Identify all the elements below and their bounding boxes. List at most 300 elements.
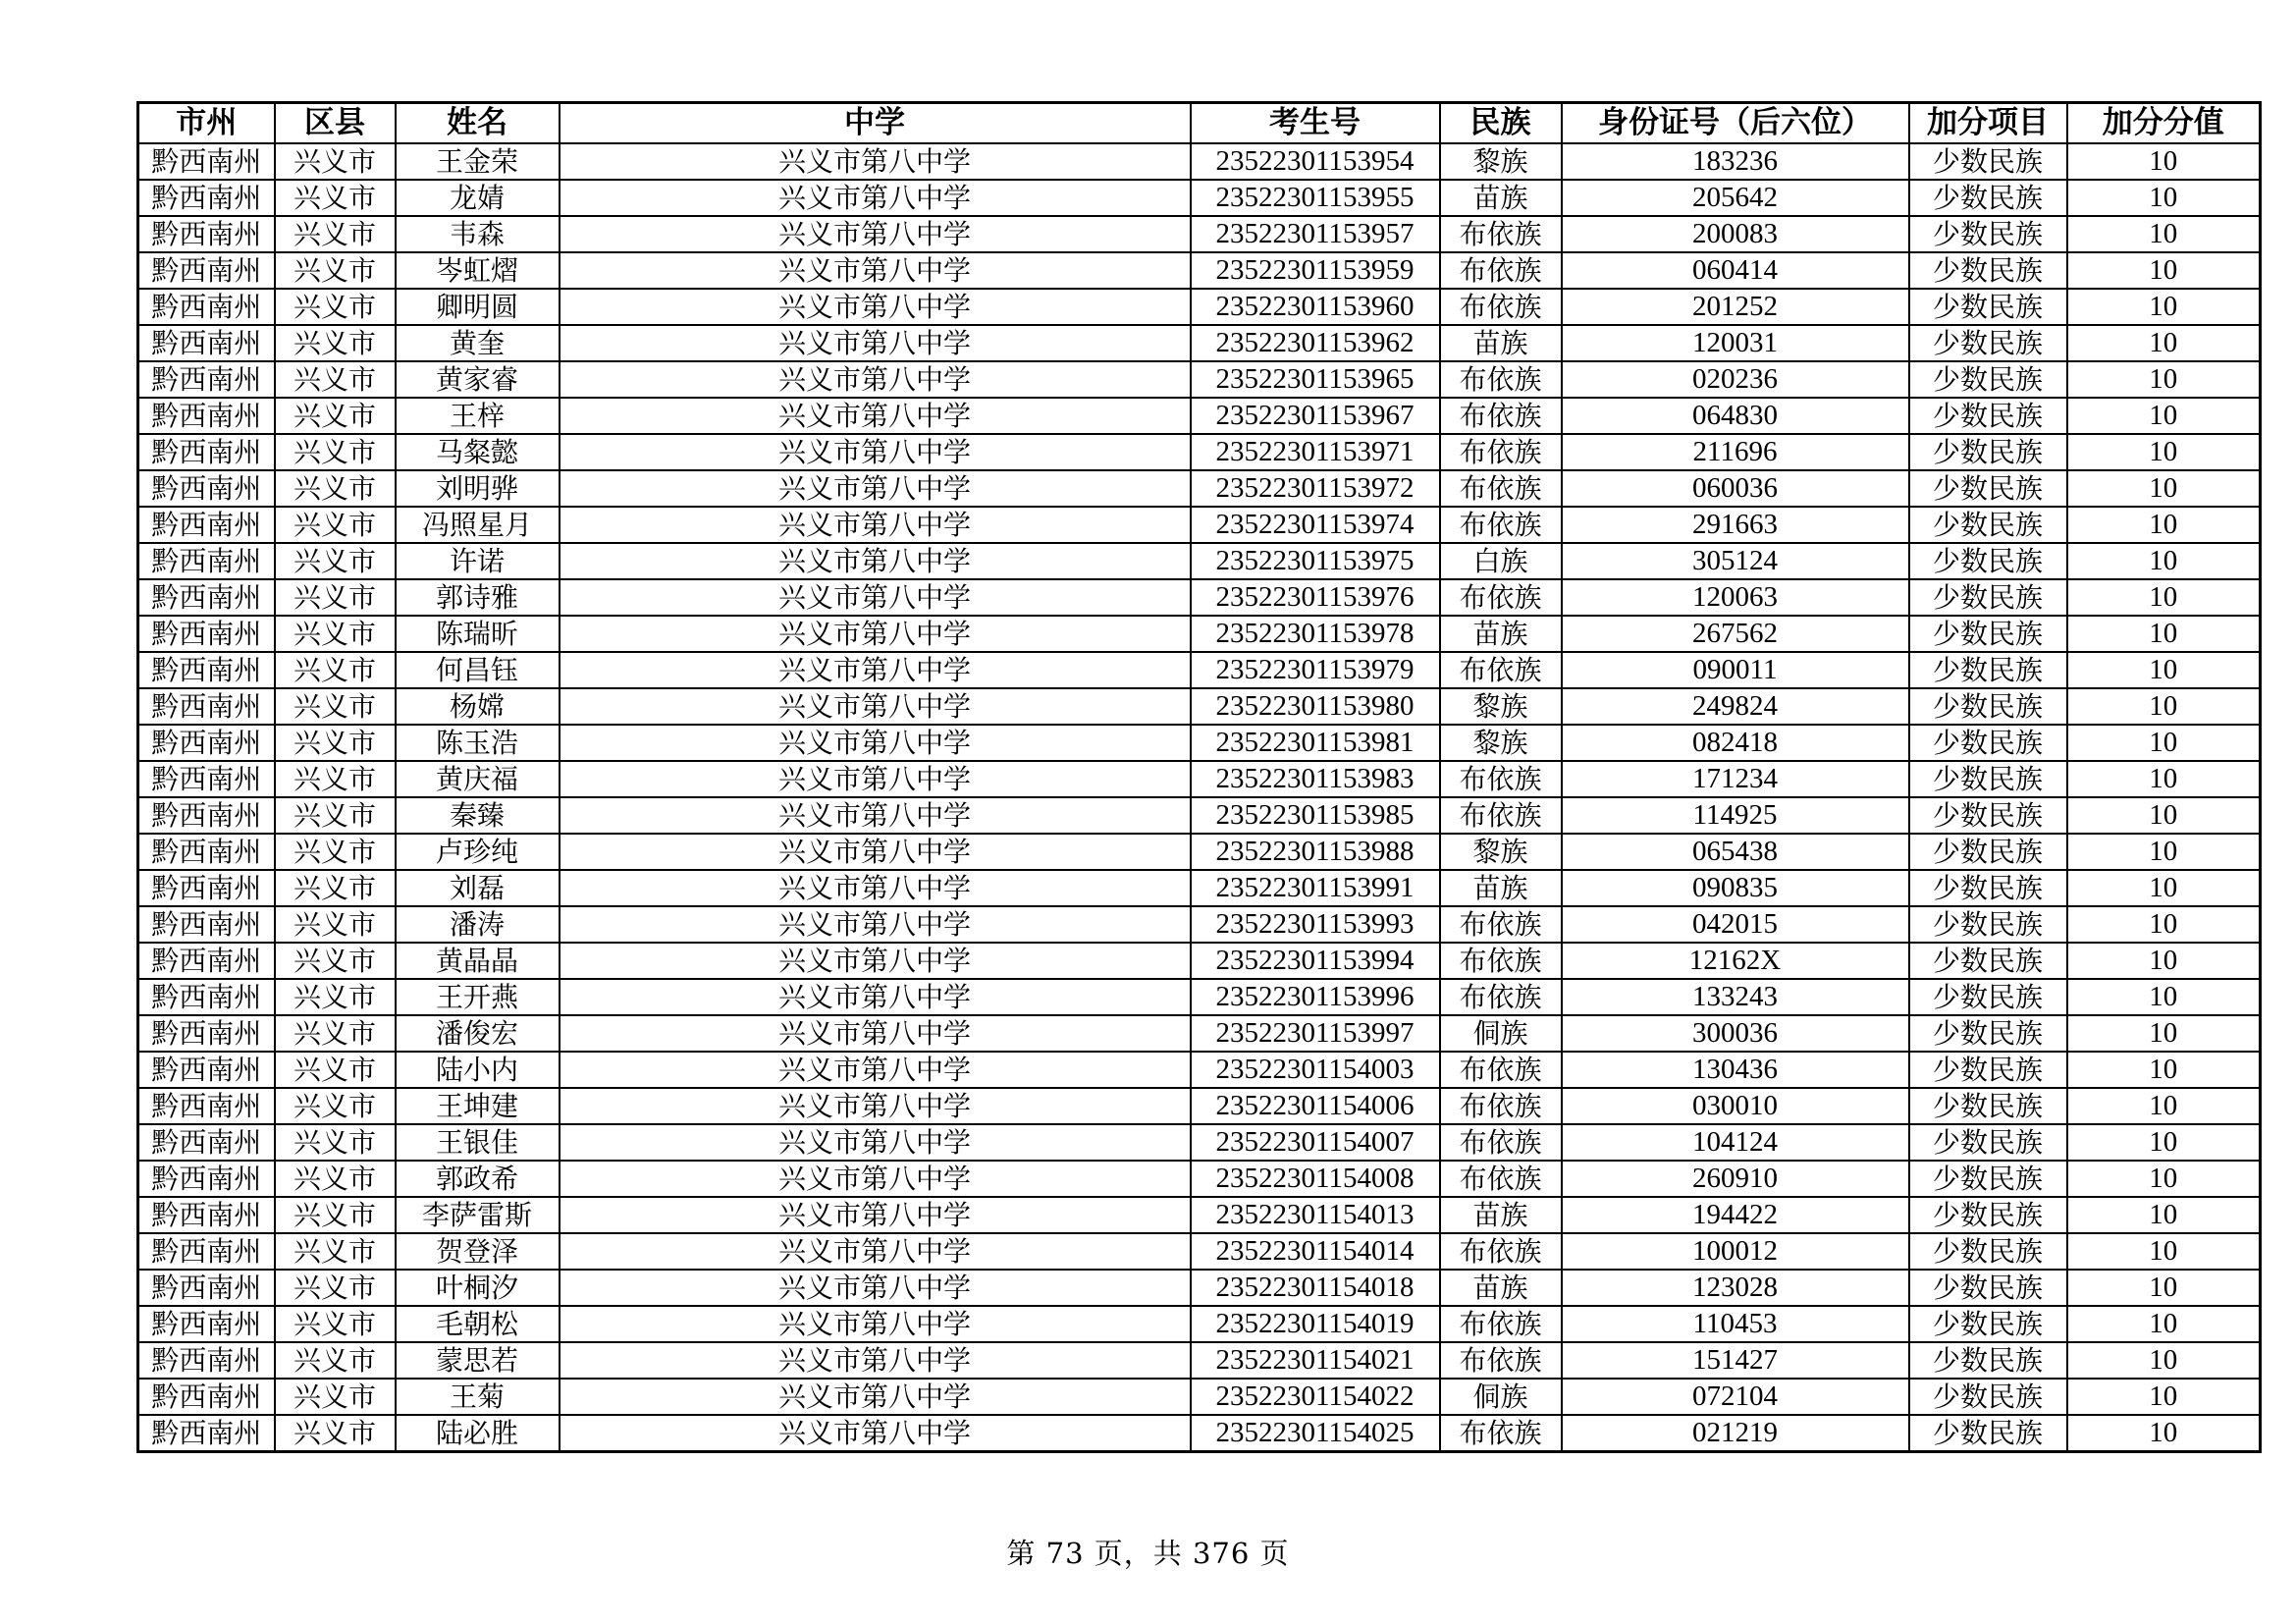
cell-bonus-item: 少数民族 (1909, 1342, 2067, 1379)
cell-county: 兴义市 (275, 616, 396, 652)
cell-name: 毛朝松 (396, 1306, 560, 1342)
cell-ethnicity: 布依族 (1440, 1124, 1562, 1161)
cell-ethnicity: 苗族 (1440, 870, 1562, 906)
cell-bonus-item: 少数民族 (1909, 216, 2067, 252)
cell-bonus-item: 少数民族 (1909, 688, 2067, 725)
table-row (138, 507, 2261, 543)
cell-bonus-points: 10 (2067, 1052, 2261, 1088)
cell-exam-number: 23522301153997 (1191, 1015, 1440, 1052)
cell-bonus-points: 10 (2067, 834, 2261, 870)
cell-name: 陆必胜 (396, 1415, 560, 1452)
cell-ethnicity: 黎族 (1440, 834, 1562, 870)
cell-bonus-points: 10 (2067, 579, 2261, 616)
cell-exam-number: 23522301154007 (1191, 1124, 1440, 1161)
cell-school: 兴义市第八中学 (560, 1342, 1191, 1379)
cell-id-last-six: 171234 (1562, 761, 1909, 797)
table-row (138, 688, 2261, 725)
cell-exam-number: 23522301153962 (1191, 325, 1440, 361)
cell-exam-number: 23522301153988 (1191, 834, 1440, 870)
cell-bonus-item: 少数民族 (1909, 470, 2067, 507)
cell-exam-number: 23522301153979 (1191, 652, 1440, 688)
table-row (138, 434, 2261, 470)
cell-ethnicity: 布依族 (1440, 434, 1562, 470)
cell-exam-number: 23522301153976 (1191, 579, 1440, 616)
cell-exam-number: 23522301153967 (1191, 398, 1440, 434)
cell-county: 兴义市 (275, 797, 396, 834)
cell-ethnicity: 布依族 (1440, 252, 1562, 289)
cell-name: 王坤建 (396, 1088, 560, 1124)
cell-id-last-six: 249824 (1562, 688, 1909, 725)
table-row (138, 361, 2261, 398)
cell-bonus-item: 少数民族 (1909, 870, 2067, 906)
table-row (138, 616, 2261, 652)
cell-city: 黔西南州 (138, 906, 275, 943)
cell-id-last-six: 104124 (1562, 1124, 1909, 1161)
cell-id-last-six: 305124 (1562, 543, 1909, 579)
table-row (138, 1306, 2261, 1342)
cell-city: 黔西南州 (138, 252, 275, 289)
cell-id-last-six: 211696 (1562, 434, 1909, 470)
cell-city: 黔西南州 (138, 1270, 275, 1306)
cell-bonus-points: 10 (2067, 1306, 2261, 1342)
cell-id-last-six: 120031 (1562, 325, 1909, 361)
table-row (138, 979, 2261, 1015)
cell-county: 兴义市 (275, 870, 396, 906)
cell-city: 黔西南州 (138, 652, 275, 688)
cell-bonus-item: 少数民族 (1909, 289, 2067, 325)
cell-id-last-six: 201252 (1562, 289, 1909, 325)
cell-school: 兴义市第八中学 (560, 1197, 1191, 1233)
header-ethnicity: 民族 (1440, 103, 1562, 144)
cell-id-last-six: 183236 (1562, 143, 1909, 180)
cell-school: 兴义市第八中学 (560, 1015, 1191, 1052)
cell-bonus-points: 10 (2067, 470, 2261, 507)
table-row (138, 725, 2261, 761)
cell-bonus-item: 少数民族 (1909, 1270, 2067, 1306)
cell-bonus-points: 10 (2067, 543, 2261, 579)
cell-school: 兴义市第八中学 (560, 470, 1191, 507)
cell-city: 黔西南州 (138, 216, 275, 252)
cell-school: 兴义市第八中学 (560, 943, 1191, 979)
cell-exam-number: 23522301154019 (1191, 1306, 1440, 1342)
cell-ethnicity: 苗族 (1440, 1197, 1562, 1233)
cell-exam-number: 23522301153994 (1191, 943, 1440, 979)
cell-bonus-item: 少数民族 (1909, 1124, 2067, 1161)
cell-ethnicity: 布依族 (1440, 1342, 1562, 1379)
table-row (138, 1088, 2261, 1124)
cell-school: 兴义市第八中学 (560, 180, 1191, 216)
cell-city: 黔西南州 (138, 688, 275, 725)
header-exam-number: 考生号 (1191, 103, 1440, 144)
table-row (138, 652, 2261, 688)
cell-exam-number: 23522301154003 (1191, 1052, 1440, 1088)
cell-ethnicity: 布依族 (1440, 797, 1562, 834)
cell-bonus-item: 少数民族 (1909, 1415, 2067, 1452)
cell-school: 兴义市第八中学 (560, 361, 1191, 398)
cell-exam-number: 23522301153993 (1191, 906, 1440, 943)
cell-school: 兴义市第八中学 (560, 1415, 1191, 1452)
cell-county: 兴义市 (275, 361, 396, 398)
cell-name: 卢珍纯 (396, 834, 560, 870)
cell-bonus-points: 10 (2067, 797, 2261, 834)
cell-ethnicity: 苗族 (1440, 616, 1562, 652)
cell-id-last-six: 123028 (1562, 1270, 1909, 1306)
cell-bonus-points: 10 (2067, 1415, 2261, 1452)
cell-exam-number: 23522301154025 (1191, 1415, 1440, 1452)
header-bonus-points: 加分分值 (2067, 103, 2261, 144)
cell-city: 黔西南州 (138, 325, 275, 361)
cell-bonus-points: 10 (2067, 434, 2261, 470)
cell-school: 兴义市第八中学 (560, 906, 1191, 943)
cell-county: 兴义市 (275, 1052, 396, 1088)
cell-bonus-points: 10 (2067, 943, 2261, 979)
cell-ethnicity: 布依族 (1440, 943, 1562, 979)
cell-name: 王开燕 (396, 979, 560, 1015)
cell-bonus-points: 10 (2067, 1233, 2261, 1270)
cell-bonus-item: 少数民族 (1909, 1379, 2067, 1415)
cell-city: 黔西南州 (138, 1197, 275, 1233)
cell-ethnicity: 布依族 (1440, 216, 1562, 252)
cell-school: 兴义市第八中学 (560, 761, 1191, 797)
cell-ethnicity: 黎族 (1440, 688, 1562, 725)
cell-city: 黔西南州 (138, 1052, 275, 1088)
table-row (138, 216, 2261, 252)
cell-ethnicity: 布依族 (1440, 579, 1562, 616)
cell-name: 潘涛 (396, 906, 560, 943)
cell-bonus-points: 10 (2067, 361, 2261, 398)
cell-name: 何昌钰 (396, 652, 560, 688)
cell-bonus-item: 少数民族 (1909, 725, 2067, 761)
cell-school: 兴义市第八中学 (560, 797, 1191, 834)
cell-city: 黔西南州 (138, 289, 275, 325)
cell-ethnicity: 布依族 (1440, 470, 1562, 507)
cell-school: 兴义市第八中学 (560, 252, 1191, 289)
cell-city: 黔西南州 (138, 1088, 275, 1124)
cell-bonus-item: 少数民族 (1909, 398, 2067, 434)
cell-exam-number: 23522301153978 (1191, 616, 1440, 652)
cell-bonus-points: 10 (2067, 1124, 2261, 1161)
cell-county: 兴义市 (275, 688, 396, 725)
cell-ethnicity: 布依族 (1440, 1088, 1562, 1124)
cell-name: 韦森 (396, 216, 560, 252)
cell-ethnicity: 布依族 (1440, 361, 1562, 398)
cell-exam-number: 23522301153971 (1191, 434, 1440, 470)
cell-city: 黔西南州 (138, 543, 275, 579)
cell-name: 刘磊 (396, 870, 560, 906)
cell-ethnicity: 黎族 (1440, 143, 1562, 180)
cell-bonus-points: 10 (2067, 1015, 2261, 1052)
table-row (138, 1015, 2261, 1052)
cell-id-last-six: 064830 (1562, 398, 1909, 434)
cell-county: 兴义市 (275, 979, 396, 1015)
cell-name: 龙婧 (396, 180, 560, 216)
cell-bonus-points: 10 (2067, 1088, 2261, 1124)
table-row (138, 1052, 2261, 1088)
header-id-last-six: 身份证号（后六位） (1562, 103, 1909, 144)
cell-name: 陆小内 (396, 1052, 560, 1088)
cell-county: 兴义市 (275, 1015, 396, 1052)
cell-id-last-six: 082418 (1562, 725, 1909, 761)
cell-bonus-item: 少数民族 (1909, 943, 2067, 979)
table-row (138, 398, 2261, 434)
cell-school: 兴义市第八中学 (560, 616, 1191, 652)
cell-school: 兴义市第八中学 (560, 1088, 1191, 1124)
cell-county: 兴义市 (275, 1233, 396, 1270)
cell-id-last-six: 120063 (1562, 579, 1909, 616)
cell-id-last-six: 267562 (1562, 616, 1909, 652)
cell-exam-number: 23522301153981 (1191, 725, 1440, 761)
cell-city: 黔西南州 (138, 1306, 275, 1342)
cell-county: 兴义市 (275, 252, 396, 289)
cell-bonus-points: 10 (2067, 979, 2261, 1015)
cell-id-last-six: 020236 (1562, 361, 1909, 398)
cell-id-last-six: 114925 (1562, 797, 1909, 834)
cell-exam-number: 23522301153985 (1191, 797, 1440, 834)
cell-exam-number: 23522301154022 (1191, 1379, 1440, 1415)
cell-id-last-six: 030010 (1562, 1088, 1909, 1124)
header-city: 市州 (138, 103, 275, 144)
cell-ethnicity: 侗族 (1440, 1015, 1562, 1052)
cell-ethnicity: 布依族 (1440, 979, 1562, 1015)
cell-name: 李萨雷斯 (396, 1197, 560, 1233)
cell-city: 黔西南州 (138, 1161, 275, 1197)
cell-id-last-six: 110453 (1562, 1306, 1909, 1342)
cell-county: 兴义市 (275, 470, 396, 507)
cell-city: 黔西南州 (138, 1342, 275, 1379)
table-row (138, 143, 2261, 180)
cell-exam-number: 23522301153974 (1191, 507, 1440, 543)
cell-city: 黔西南州 (138, 180, 275, 216)
cell-bonus-points: 10 (2067, 906, 2261, 943)
cell-exam-number: 23522301153965 (1191, 361, 1440, 398)
cell-bonus-item: 少数民族 (1909, 652, 2067, 688)
cell-school: 兴义市第八中学 (560, 1379, 1191, 1415)
cell-school: 兴义市第八中学 (560, 688, 1191, 725)
cell-city: 黔西南州 (138, 398, 275, 434)
cell-city: 黔西南州 (138, 579, 275, 616)
cell-county: 兴义市 (275, 1415, 396, 1452)
cell-county: 兴义市 (275, 143, 396, 180)
table-row (138, 252, 2261, 289)
cell-school: 兴义市第八中学 (560, 289, 1191, 325)
cell-county: 兴义市 (275, 1379, 396, 1415)
cell-city: 黔西南州 (138, 1415, 275, 1452)
cell-county: 兴义市 (275, 398, 396, 434)
cell-county: 兴义市 (275, 1270, 396, 1306)
table-row (138, 1233, 2261, 1270)
header-county: 区县 (275, 103, 396, 144)
cell-bonus-points: 10 (2067, 507, 2261, 543)
cell-bonus-points: 10 (2067, 289, 2261, 325)
cell-id-last-six: 194422 (1562, 1197, 1909, 1233)
cell-bonus-item: 少数民族 (1909, 1052, 2067, 1088)
roster-sheet (136, 101, 2259, 1453)
cell-exam-number: 23522301153972 (1191, 470, 1440, 507)
cell-name: 许诺 (396, 543, 560, 579)
cell-name: 冯照星月 (396, 507, 560, 543)
cell-city: 黔西南州 (138, 1233, 275, 1270)
cell-county: 兴义市 (275, 325, 396, 361)
cell-ethnicity: 白族 (1440, 543, 1562, 579)
cell-exam-number: 23522301153954 (1191, 143, 1440, 180)
cell-county: 兴义市 (275, 834, 396, 870)
cell-county: 兴义市 (275, 1088, 396, 1124)
cell-exam-number: 23522301153959 (1191, 252, 1440, 289)
table-row (138, 180, 2261, 216)
cell-county: 兴义市 (275, 1197, 396, 1233)
cell-bonus-item: 少数民族 (1909, 1015, 2067, 1052)
cell-name: 陈玉浩 (396, 725, 560, 761)
cell-bonus-item: 少数民族 (1909, 543, 2067, 579)
cell-name: 杨嫦 (396, 688, 560, 725)
cell-school: 兴义市第八中学 (560, 1124, 1191, 1161)
table-row (138, 1379, 2261, 1415)
cell-bonus-points: 10 (2067, 652, 2261, 688)
cell-bonus-points: 10 (2067, 252, 2261, 289)
cell-exam-number: 23522301154014 (1191, 1233, 1440, 1270)
cell-name: 黄晶晶 (396, 943, 560, 979)
table-row (138, 906, 2261, 943)
cell-ethnicity: 布依族 (1440, 289, 1562, 325)
cell-id-last-six: 100012 (1562, 1233, 1909, 1270)
table-row (138, 1161, 2261, 1197)
cell-name: 刘明骅 (396, 470, 560, 507)
cell-bonus-item: 少数民族 (1909, 252, 2067, 289)
table-row (138, 870, 2261, 906)
cell-name: 秦臻 (396, 797, 560, 834)
cell-county: 兴义市 (275, 434, 396, 470)
cell-school: 兴义市第八中学 (560, 143, 1191, 180)
cell-county: 兴义市 (275, 1161, 396, 1197)
header-school: 中学 (560, 103, 1191, 144)
cell-county: 兴义市 (275, 289, 396, 325)
cell-school: 兴义市第八中学 (560, 1306, 1191, 1342)
cell-ethnicity: 苗族 (1440, 325, 1562, 361)
cell-id-last-six: 300036 (1562, 1015, 1909, 1052)
cell-bonus-points: 10 (2067, 1161, 2261, 1197)
cell-ethnicity: 布依族 (1440, 1415, 1562, 1452)
cell-city: 黔西南州 (138, 1124, 275, 1161)
cell-name: 卿明圆 (396, 289, 560, 325)
table-row (138, 834, 2261, 870)
cell-bonus-points: 10 (2067, 1270, 2261, 1306)
cell-city: 黔西南州 (138, 761, 275, 797)
cell-bonus-points: 10 (2067, 325, 2261, 361)
cell-city: 黔西南州 (138, 1015, 275, 1052)
cell-county: 兴义市 (275, 1124, 396, 1161)
cell-bonus-points: 10 (2067, 180, 2261, 216)
cell-ethnicity: 布依族 (1440, 1306, 1562, 1342)
cell-bonus-item: 少数民族 (1909, 361, 2067, 398)
cell-bonus-item: 少数民族 (1909, 616, 2067, 652)
cell-city: 黔西南州 (138, 725, 275, 761)
table-row (138, 943, 2261, 979)
cell-bonus-item: 少数民族 (1909, 143, 2067, 180)
cell-bonus-item: 少数民族 (1909, 507, 2067, 543)
cell-bonus-item: 少数民族 (1909, 906, 2067, 943)
table-row (138, 1342, 2261, 1379)
table-row (138, 543, 2261, 579)
cell-id-last-six: 130436 (1562, 1052, 1909, 1088)
cell-id-last-six: 090835 (1562, 870, 1909, 906)
cell-bonus-points: 10 (2067, 398, 2261, 434)
table-body (138, 143, 2261, 1452)
cell-id-last-six: 090011 (1562, 652, 1909, 688)
cell-ethnicity: 布依族 (1440, 1052, 1562, 1088)
cell-school: 兴义市第八中学 (560, 979, 1191, 1015)
cell-city: 黔西南州 (138, 434, 275, 470)
cell-city: 黔西南州 (138, 361, 275, 398)
cell-school: 兴义市第八中学 (560, 579, 1191, 616)
table-row (138, 1270, 2261, 1306)
cell-bonus-item: 少数民族 (1909, 761, 2067, 797)
cell-school: 兴义市第八中学 (560, 543, 1191, 579)
cell-exam-number: 23522301153975 (1191, 543, 1440, 579)
cell-exam-number: 23522301153957 (1191, 216, 1440, 252)
cell-school: 兴义市第八中学 (560, 1161, 1191, 1197)
cell-county: 兴义市 (275, 543, 396, 579)
cell-city: 黔西南州 (138, 797, 275, 834)
cell-name: 王银佳 (396, 1124, 560, 1161)
cell-id-last-six: 12162X (1562, 943, 1909, 979)
cell-id-last-six: 021219 (1562, 1415, 1909, 1452)
cell-bonus-item: 少数民族 (1909, 1233, 2067, 1270)
cell-name: 黄庆福 (396, 761, 560, 797)
cell-exam-number: 23522301153980 (1191, 688, 1440, 725)
cell-school: 兴义市第八中学 (560, 216, 1191, 252)
cell-ethnicity: 黎族 (1440, 725, 1562, 761)
cell-exam-number: 23522301154013 (1191, 1197, 1440, 1233)
cell-school: 兴义市第八中学 (560, 434, 1191, 470)
table-row (138, 325, 2261, 361)
cell-school: 兴义市第八中学 (560, 834, 1191, 870)
cell-bonus-item: 少数民族 (1909, 180, 2067, 216)
cell-city: 黔西南州 (138, 507, 275, 543)
cell-county: 兴义市 (275, 579, 396, 616)
table-row (138, 761, 2261, 797)
cell-bonus-item: 少数民族 (1909, 1088, 2067, 1124)
cell-id-last-six: 072104 (1562, 1379, 1909, 1415)
cell-city: 黔西南州 (138, 470, 275, 507)
cell-city: 黔西南州 (138, 616, 275, 652)
cell-ethnicity: 布依族 (1440, 906, 1562, 943)
cell-bonus-points: 10 (2067, 1379, 2261, 1415)
bonus-points-table (136, 101, 2262, 1453)
table-row (138, 579, 2261, 616)
cell-bonus-item: 少数民族 (1909, 834, 2067, 870)
cell-city: 黔西南州 (138, 870, 275, 906)
cell-county: 兴义市 (275, 943, 396, 979)
cell-bonus-item: 少数民族 (1909, 979, 2067, 1015)
cell-bonus-points: 10 (2067, 143, 2261, 180)
cell-id-last-six: 060036 (1562, 470, 1909, 507)
cell-id-last-six: 133243 (1562, 979, 1909, 1015)
cell-city: 黔西南州 (138, 834, 275, 870)
cell-bonus-points: 10 (2067, 616, 2261, 652)
cell-exam-number: 23522301154018 (1191, 1270, 1440, 1306)
cell-ethnicity: 布依族 (1440, 1161, 1562, 1197)
cell-id-last-six: 060414 (1562, 252, 1909, 289)
cell-name: 岑虹熠 (396, 252, 560, 289)
table-row (138, 289, 2261, 325)
cell-bonus-points: 10 (2067, 725, 2261, 761)
cell-name: 贺登泽 (396, 1233, 560, 1270)
cell-name: 叶桐汐 (396, 1270, 560, 1306)
table-row (138, 470, 2261, 507)
cell-school: 兴义市第八中学 (560, 507, 1191, 543)
cell-id-last-six: 200083 (1562, 216, 1909, 252)
cell-county: 兴义市 (275, 652, 396, 688)
